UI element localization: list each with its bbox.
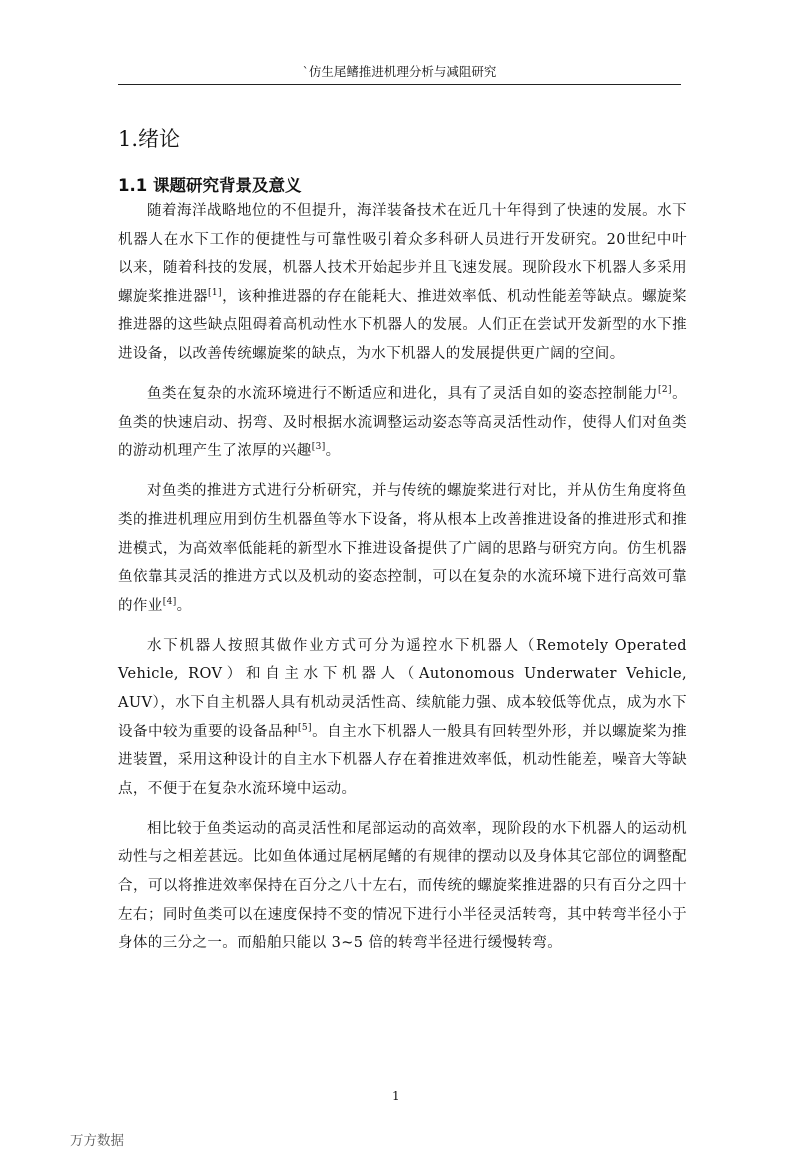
citation-ref[interactable]: [2] <box>658 385 672 396</box>
body-text <box>118 197 687 969</box>
paragraph-text: 随着海洋战略地位的不但提升，海洋装备技术在近几十年得到了快速的发展。水下机器人在水下工作的便捷性与可靠性吸引着众多科研人员进行开发研究。20世纪中叶以来，随着科技的发展，机器人技术开始起步并且飞速发展。现阶段水下机器人多采用螺旋桨推进器 <box>118 203 687 305</box>
paragraph-text: 对鱼类的推进方式进行分析研究，并与传统的螺旋桨进行对比，并从仿生角度将鱼类的推进机理应用到仿生机器鱼等水下设备，将从根本上改善推进设备的推进形式和推进模式，为高效率低能耗的新型水下推进设备提供了广阔的思路与研究方向。仿生机器鱼依靠其灵活的推进方式以及机动的姿态控制，可以在复杂的水流环境下进行高效可靠的作业 <box>118 483 687 614</box>
paragraph-text: 。鱼类的快速启动、拐弯、及时根据水流调整运动姿态等高灵活性动作，使得人们对鱼类的游动机理产生了浓厚的兴趣 <box>118 386 687 460</box>
citation-ref[interactable]: [4] <box>162 596 177 607</box>
paragraph-text: 。自主水下机器人一般具有回转型外形，并以螺旋桨为推进装置，采用这种设计的自主水下机器人存在着推进效率低，机动性能差，噪音大等缺点，不便于在复杂水流环境中运动。 <box>118 723 687 797</box>
paragraph-text: ，该种推进器的存在能耗大、推进效率低、机动性能差等缺点。螺旋桨推进器的这些缺点阻碍着高机动性水下机器人的发展。人们正在尝试开发新型的水下推进设备，以改善传统螺旋桨的缺点，为水下机器人的发展提供更广阔的空间。 <box>118 288 687 362</box>
paragraph <box>118 477 687 620</box>
paragraph-text: 相比较于鱼类运动的高灵活性和尾部运动的高效率，现阶段的水下机器人的运动机动性与之相差甚远。比如鱼体通过尾柄尾鳍的有规律的摆动以及身体其它部位的调整配合，可以将推进效率保持在百分之八十左右，而传统的螺旋桨推进器的只有百分之四十左右；同时鱼类可以在速度保持不变的情况下进行小半径灵活转弯，其中转弯半径小于身体的三分之一。而船舶只能以 3~5 倍的转弯半径进行缓慢转弯。 <box>118 820 687 952</box>
paragraph-text: 。 <box>176 597 192 614</box>
citation-ref[interactable]: [3] <box>311 442 326 453</box>
running-header: `仿生尾鳍推进机理分析与减阻研究 <box>118 64 681 85</box>
paragraph-text: 。 <box>325 443 341 460</box>
paragraph-text: 鱼类在复杂的水流环境进行不断适应和进化，具有了灵活自如的姿态控制能力 <box>147 386 658 403</box>
page-number: 1 <box>392 1089 400 1103</box>
paragraph <box>118 197 687 369</box>
section-title: 1.1 课题研究背景及意义 <box>118 175 302 195</box>
paragraph <box>118 632 687 804</box>
paragraph <box>118 380 687 466</box>
paragraph-text: 水下机器人按照其做作业方式可分为遥控水下机器人（Remotely Operated Vehicle, ROV）和自主水下机器人（Autonomous Underwater Vehicle, AUV），水下自主机器人具有机动灵活性高、续航能力强、成本较低等优点，成为水下设备中较为重要的设备品种 <box>118 637 687 740</box>
paragraph <box>118 815 687 958</box>
citation-ref[interactable]: [1] <box>208 287 222 298</box>
watermark: 万方数据 <box>70 1133 124 1149</box>
chapter-title: 1.绪论 <box>118 127 181 152</box>
citation-ref[interactable]: [5] <box>298 722 312 733</box>
